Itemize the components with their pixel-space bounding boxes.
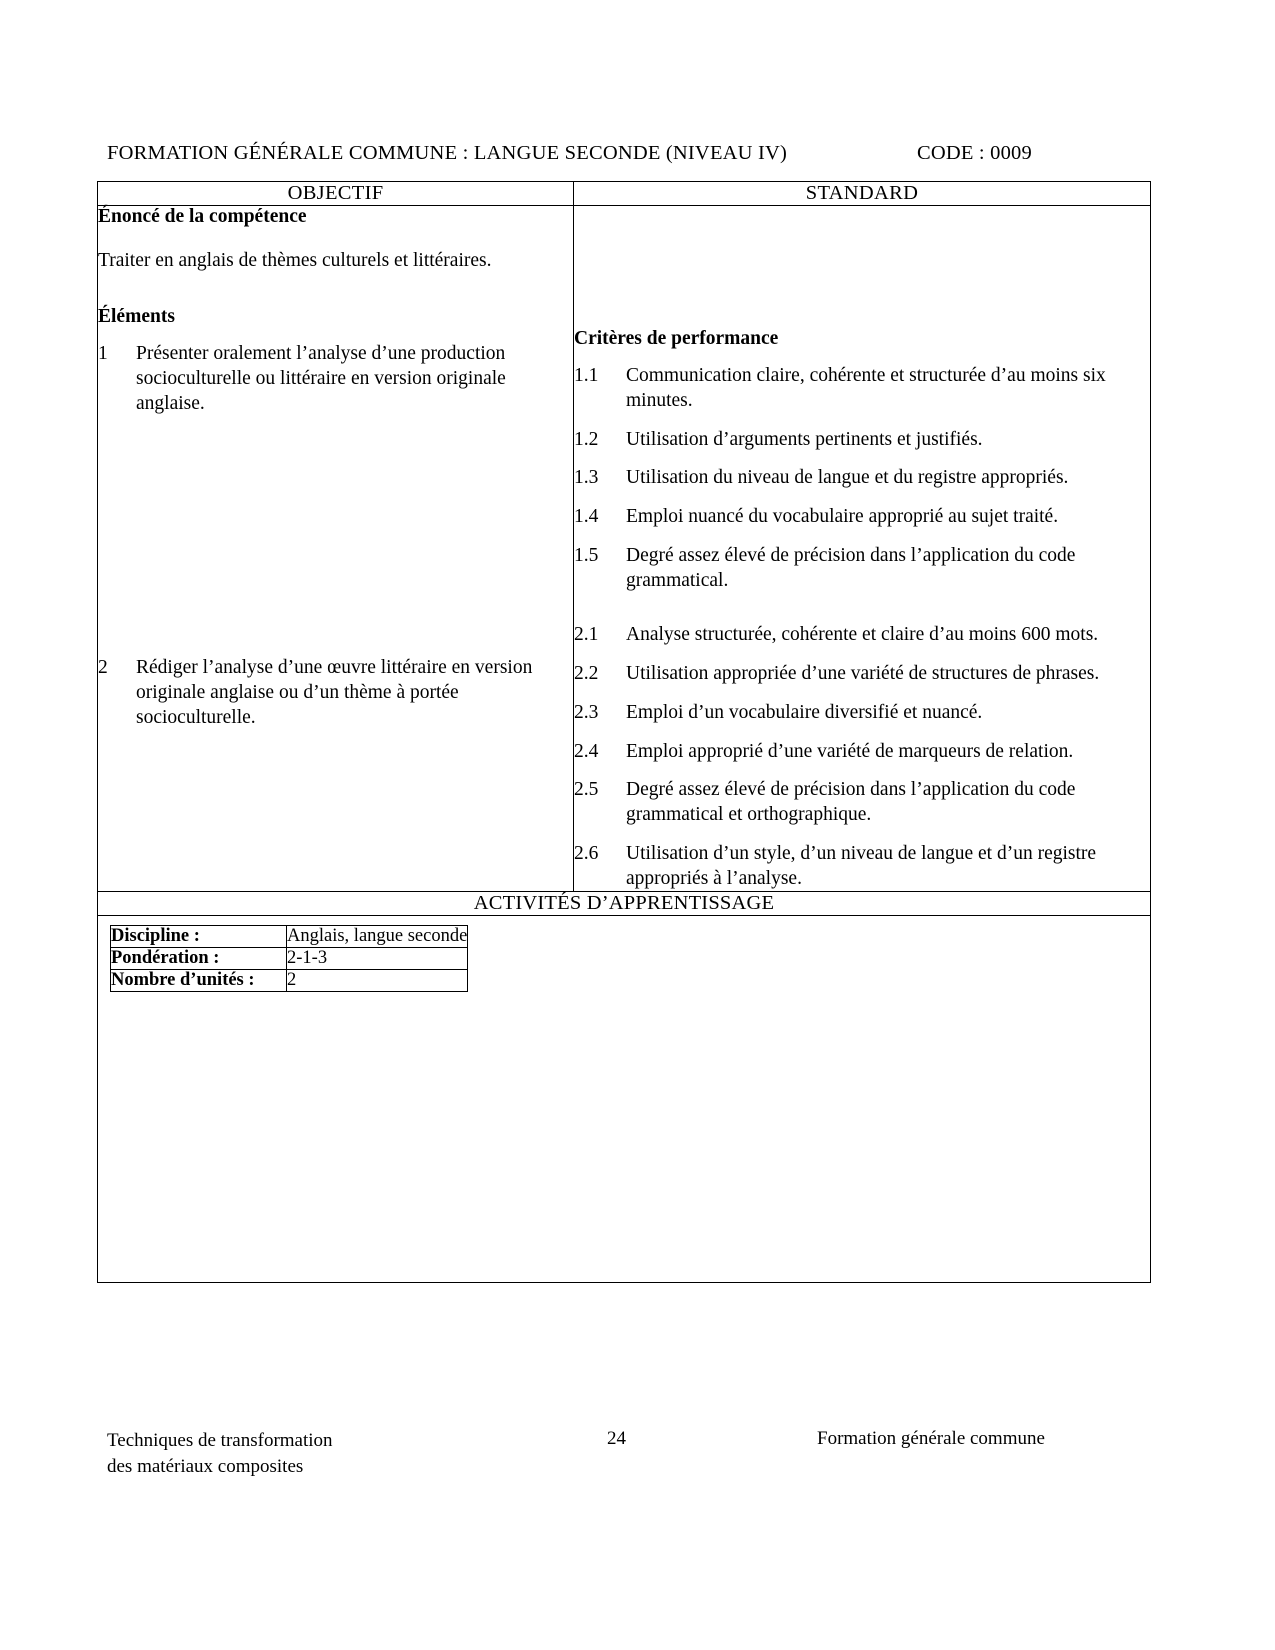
criterion-text: Emploi approprié d’une variété de marqueurs de relation. <box>626 740 1074 762</box>
criterion-number: 1.5 <box>574 544 599 566</box>
footer-left <box>107 1428 333 1479</box>
competency-table <box>97 181 1151 1283</box>
footer-page-number: 24 <box>607 1428 626 1449</box>
table-header-row <box>98 182 1151 206</box>
element-number: 1 <box>98 343 108 364</box>
element-number: 2 <box>98 657 108 679</box>
criterion-item <box>574 778 1150 828</box>
criterion-text: Degré assez élevé de précision dans l’application du code grammatical. <box>626 544 1076 591</box>
activities-heading: ACTIVITÉS D’APPRENTISSAGE <box>98 892 1151 916</box>
activities-row <box>98 892 1151 916</box>
criteria-group-spacer <box>574 593 1150 609</box>
criterion-text: Utilisation d’un style, d’un niveau de langue et d’un registre appropriés à l’analyse. <box>626 842 1097 889</box>
info-label: Discipline : <box>111 926 287 948</box>
info-row <box>98 916 1151 1283</box>
header-code: CODE : 0009 <box>917 142 1032 164</box>
criterion-number: 1.2 <box>574 428 599 450</box>
criterion-number: 2.5 <box>574 779 599 801</box>
criterion-number: 2.1 <box>574 624 599 646</box>
criterion-item <box>574 428 1150 453</box>
criterion-number: 2.2 <box>574 663 599 684</box>
criterion-number: 1.4 <box>574 506 599 527</box>
criterion-text: Communication claire, cohérente et structurée d’au moins six minutes. <box>626 365 1106 411</box>
element-item <box>98 342 573 416</box>
info-label: Pondération : <box>111 948 287 970</box>
footer-right: Formation générale commune <box>817 1428 1045 1449</box>
criterion-item <box>574 466 1150 491</box>
standard-cell <box>574 206 1151 892</box>
criterion-item <box>574 740 1150 765</box>
table-body-row <box>98 206 1151 892</box>
competence-heading: Énoncé de la compétence <box>98 206 307 227</box>
course-info-table <box>110 925 468 992</box>
criterion-text: Utilisation du niveau de langue et du registre appropriés. <box>626 467 1069 489</box>
info-item <box>111 948 468 970</box>
objectif-cell <box>98 206 574 892</box>
footer-left-line1: Techniques de transformation <box>107 1430 333 1451</box>
column-header-objectif: OBJECTIF <box>98 182 574 206</box>
info-label: Nombre d’unités : <box>111 970 287 992</box>
competence-text: Traiter en anglais de thèmes culturels et littéraires. <box>98 250 492 271</box>
element-spacer <box>98 416 573 642</box>
criterion-item <box>574 701 1150 726</box>
info-bottom-space <box>98 992 1150 1282</box>
info-value: 2-1-3 <box>287 948 468 970</box>
info-item <box>111 926 468 948</box>
criterion-text: Emploi d’un vocabulaire diversifié et nuancé. <box>626 701 983 723</box>
criterion-text: Utilisation appropriée d’une variété de structures de phrases. <box>626 663 1100 684</box>
element-text: Rédiger l’analyse d’une œuvre littéraire en version originale anglaise ou d’un thème à portée socioculturelle. <box>136 657 533 728</box>
page-header <box>107 142 1167 165</box>
info-value: 2 <box>287 970 468 992</box>
criterion-number: 2.4 <box>574 740 599 762</box>
info-cell <box>98 916 1151 1283</box>
element-item <box>98 656 573 730</box>
criterion-item <box>574 544 1150 594</box>
column-header-standard: STANDARD <box>574 182 1151 206</box>
criterion-item <box>574 623 1150 648</box>
element-text: Présenter oralement l’analyse d’une production socioculturelle ou littéraire en version originale anglaise. <box>136 343 506 414</box>
criteres-heading: Critères de performance <box>574 328 779 349</box>
criterion-item <box>574 364 1150 414</box>
footer-left-line2: des matériaux composites <box>107 1455 304 1477</box>
criterion-number: 2.3 <box>574 701 599 723</box>
elements-heading: Éléments <box>98 306 175 327</box>
criterion-number: 1.3 <box>574 467 599 489</box>
criterion-text: Degré assez élevé de précision dans l’application du code grammatical et orthographique. <box>626 779 1076 825</box>
header-title: FORMATION GÉNÉRALE COMMUNE : LANGUE SECONDE (NIVEAU IV) <box>107 142 788 164</box>
criterion-text: Analyse structurée, cohérente et claire d’au moins 600 mots. <box>626 624 1099 646</box>
criterion-number: 2.6 <box>574 842 599 864</box>
criterion-number: 1.1 <box>574 365 599 386</box>
criterion-text: Utilisation d’arguments pertinents et justifiés. <box>626 428 983 450</box>
info-item <box>111 970 468 992</box>
criterion-item <box>574 662 1150 687</box>
criterion-item <box>574 505 1150 530</box>
criterion-item <box>574 842 1150 892</box>
criterion-text: Emploi nuancé du vocabulaire approprié au sujet traité. <box>626 506 1059 527</box>
info-value: Anglais, langue seconde <box>287 926 468 947</box>
